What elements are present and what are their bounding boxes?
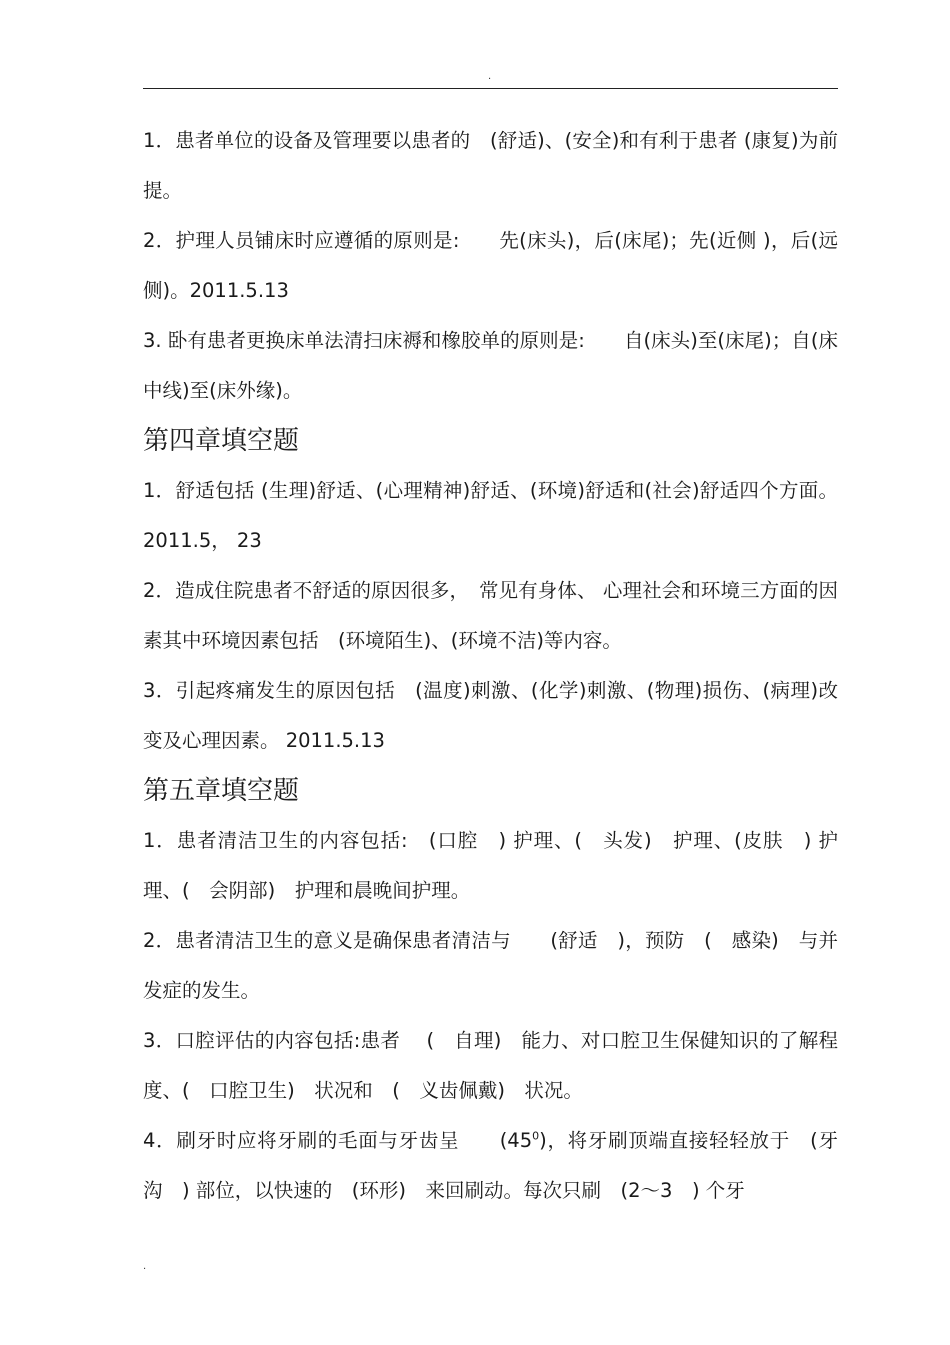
document-body <box>143 116 838 1216</box>
item-text-before: 4．刷牙时应将牙刷的毛面与牙齿呈 (45 <box>143 1129 533 1152</box>
list-item: 2．患者清洁卫生的意义是确保患者清洁与 (舒适 )，预防 ( 感染) 与并发症的发生。 <box>143 929 838 1002</box>
list-item: 1．患者清洁卫生的内容包括: (口腔 ) 护理、( 头发) 护理、(皮肤 ) 护理、( 会阴部) 护理和晨晚间护理。 <box>143 829 838 902</box>
header-rule <box>143 88 838 89</box>
list-item: 3．口腔评估的内容包括:患者 ( 自理) 能力、对口腔卫生保健知识的了解程度、( 口腔卫生) 状况和 ( 义齿佩戴) 状况。 <box>143 1029 838 1102</box>
list-item: 3．引起疼痛发生的原因包括 (温度)刺激、(化学)刺激、(物理)损伤、(病理)改变及心理因素。 2011.5.13 <box>143 679 838 752</box>
list-item: 1．舒适包括 (生理)舒适、(心理精神)舒适、(环境)舒适和(社会)舒适四个方面。 2011.5， 23 <box>143 479 838 552</box>
header-dot: . <box>488 71 492 82</box>
list-item: 3. 卧有患者更换床单法清扫床褥和橡胶单的原则是: 自(床头)至(床尾)；自(床中线)至(床外缘)。 <box>143 329 838 402</box>
list-item: 2．护理人员铺床时应遵循的原则是: 先(床头)，后(床尾)；先(近侧 )，后(远侧)。2011.5.13 <box>143 229 838 302</box>
section-heading-chapter-4: 第四章填空题 <box>143 426 300 456</box>
section-heading-chapter-5: 第五章填空题 <box>143 776 300 806</box>
degree-superscript: 0 <box>532 1129 540 1143</box>
footer-dot: . <box>143 1261 147 1272</box>
list-item <box>143 1116 838 1216</box>
item-text-after: )，将牙刷顶端直接轻轻放于 (牙沟 ) 部位，以快速的 (环形) 来回刷动。每次只刷 (2～3 ) 个牙 <box>143 1129 839 1202</box>
list-item: 1．患者单位的设备及管理要以患者的 (舒适)、(安全)和有利于患者 (康复)为前提。 <box>143 129 838 202</box>
list-item: 2．造成住院患者不舒适的原因很多， 常见有身体、 心理社会和环境三方面的因素其中环境因素包括 (环境陌生)、(环境不洁)等内容。 <box>143 579 838 652</box>
